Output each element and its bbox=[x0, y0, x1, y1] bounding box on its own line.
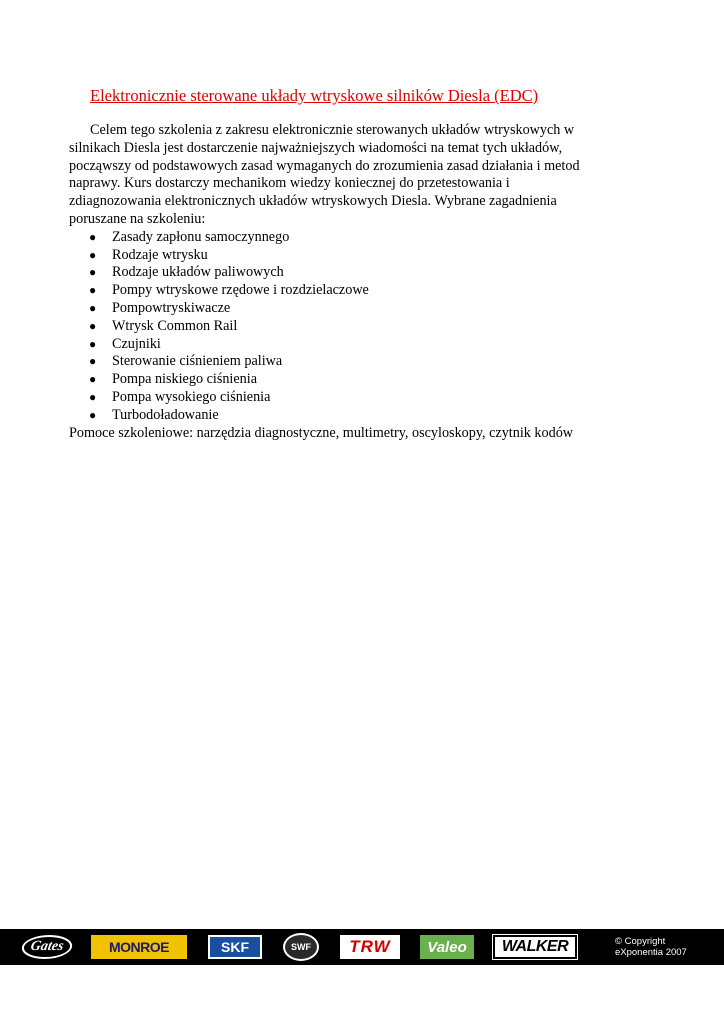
bullet-icon: ● bbox=[89, 247, 97, 262]
copyright-notice bbox=[615, 936, 687, 958]
skf-logo: SKF bbox=[208, 935, 262, 959]
list-item bbox=[69, 282, 589, 300]
list-item bbox=[69, 300, 589, 318]
topics-list bbox=[69, 229, 589, 425]
list-item bbox=[69, 318, 589, 336]
list-item bbox=[69, 389, 589, 407]
copyright-owner: eXponentia 2007 bbox=[615, 947, 687, 958]
gates-logo: Gates bbox=[19, 935, 74, 959]
bullet-icon: ● bbox=[89, 407, 97, 422]
topic-label: Rodzaje układów paliwowych bbox=[112, 264, 284, 281]
topic-label: Czujniki bbox=[112, 335, 161, 352]
topic-label: Wtrysk Common Rail bbox=[112, 317, 238, 334]
intro-paragraph: Celem tego szkolenia z zakresu elektronicznie sterowanych układów wtryskowych w silnikach Diesla jest dostarczenie najważniejszych wiadomości na temat tych układów, począwszy od podstawowych zasad wymaganych do zrozumienia zasad działania i metod naprawy. Kurs dostarczy mechanikom wiedzy koniecznej do przetestowania i zdiagnozowania elektronicznych układów wtryskowych Diesla. Wybrane zagadnienia poruszane na szkoleniu: bbox=[69, 122, 580, 227]
training-aids-line: Pomoce szkoleniowe: narzędzia diagnostyczne, multimetry, oscyloskopy, czytnik kodów bbox=[69, 424, 574, 441]
monroe-logo: MONROE bbox=[91, 935, 187, 959]
topic-label: Pompowtryskiwacze bbox=[112, 299, 231, 316]
bullet-icon: ● bbox=[89, 229, 97, 244]
valeo-logo: Valeo bbox=[420, 935, 474, 959]
bullet-icon: ● bbox=[89, 336, 97, 351]
list-item bbox=[69, 407, 589, 425]
list-item bbox=[69, 229, 589, 247]
bullet-icon: ● bbox=[89, 283, 97, 298]
topic-label: Zasady zapłonu samoczynnego bbox=[112, 228, 290, 245]
list-item bbox=[69, 264, 589, 282]
swf-logo: SWF bbox=[283, 933, 319, 961]
trw-logo: TRW bbox=[340, 935, 400, 959]
walker-logo: WALKER bbox=[493, 935, 577, 959]
bullet-icon: ● bbox=[89, 354, 97, 369]
copyright-line: © Copyright bbox=[615, 936, 666, 947]
topic-label: Turbodoładowanie bbox=[112, 406, 219, 423]
bullet-icon: ● bbox=[89, 318, 97, 333]
topic-label: Sterowanie ciśnieniem paliwa bbox=[112, 353, 283, 370]
topic-label: Pompa wysokiego ciśnienia bbox=[112, 388, 271, 405]
topic-label: Rodzaje wtrysku bbox=[112, 246, 208, 263]
bullet-icon: ● bbox=[89, 265, 97, 280]
topic-label: Pompa niskiego ciśnienia bbox=[112, 371, 258, 388]
bullet-icon: ● bbox=[89, 300, 97, 315]
list-item bbox=[69, 353, 589, 371]
list-item bbox=[69, 336, 589, 354]
document-title: Elektronicznie sterowane układy wtryskowe silników Diesla (EDC) bbox=[90, 86, 539, 105]
bullet-icon: ● bbox=[89, 389, 97, 404]
topic-label: Pompy wtryskowe rzędowe i rozdzielaczowe bbox=[112, 282, 369, 299]
list-item bbox=[69, 371, 589, 389]
bullet-icon: ● bbox=[89, 372, 97, 387]
sponsor-footer bbox=[0, 929, 724, 965]
list-item bbox=[69, 247, 589, 265]
document-body bbox=[69, 122, 589, 442]
